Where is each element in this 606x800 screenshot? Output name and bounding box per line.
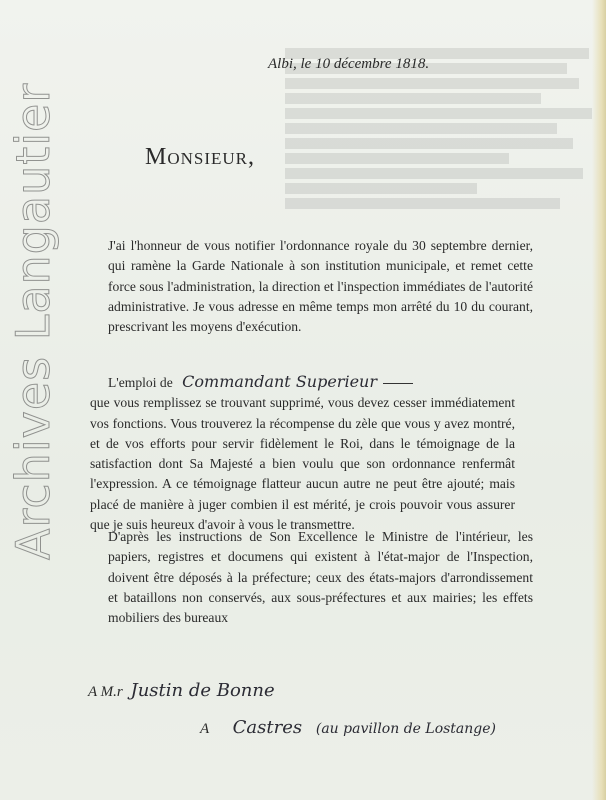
paragraph-2-lead: L'emploi de xyxy=(108,375,173,390)
place-name: Castres xyxy=(232,717,303,738)
place-prefix: A xyxy=(200,721,209,737)
paragraph-2-body: que vous remplissez se trouvant supprimé, vous devez cesser immédiatement vos fonctions. Vous trouverez la récompense du zèle que vous y avez montré, et de vos efforts pour servir fidèlement le Roi, dans le témoignage de la satisfaction dont Sa Majesté a bien voulu que son ordonnance renfermât l'expression. A ce témoignage flatteur aucun autre ne peut être ajouté; mais placé de manière à juger combien il est mérité, je crois pouvoir vous assurer que je suis heureux d'avoir à vous le transmettre. xyxy=(90,395,515,533)
paragraph-1: J'ai l'honneur de vous notifier l'ordonnance royale du 30 septembre dernier, qui ramène la Garde Nationale à son institution municipale, et remet cette force sous l'administration, la direction et l'inspection immédiates de l'autorité administrative. Je vous adresse en même temps mon arrêté du 10 du courant, prescrivant les moyens d'exécution. xyxy=(108,238,533,335)
address-prefix: A M.r xyxy=(88,684,123,700)
recipient-name: Justin de Bonne xyxy=(130,680,275,701)
place-note: (au pavillon de Lostange) xyxy=(315,721,497,737)
address-recipient-line xyxy=(88,680,275,701)
paragraph-2 xyxy=(90,372,515,535)
archives-watermark: Archives Langautier xyxy=(6,82,60,560)
fill-line xyxy=(383,383,413,384)
address-place-line xyxy=(200,717,496,738)
paragraph-3: D'après les instructions de Son Excellence le Ministre de l'intérieur, les papiers, registres et documens qui existent à l'état-major de l'Inspection, doivent être déposés à la préfecture; ceux des états-majors d'arrondissement et bataillons non conservés, aux sous-préfectures et aux mairies; les effets mobiliers des bureaux xyxy=(108,529,533,626)
dateline: Albi, le 10 décembre 1818. xyxy=(268,56,430,72)
salutation: Monsieur, xyxy=(145,144,256,170)
show-through-text xyxy=(285,48,605,223)
handwritten-title: Commandant Superieur xyxy=(182,372,377,391)
